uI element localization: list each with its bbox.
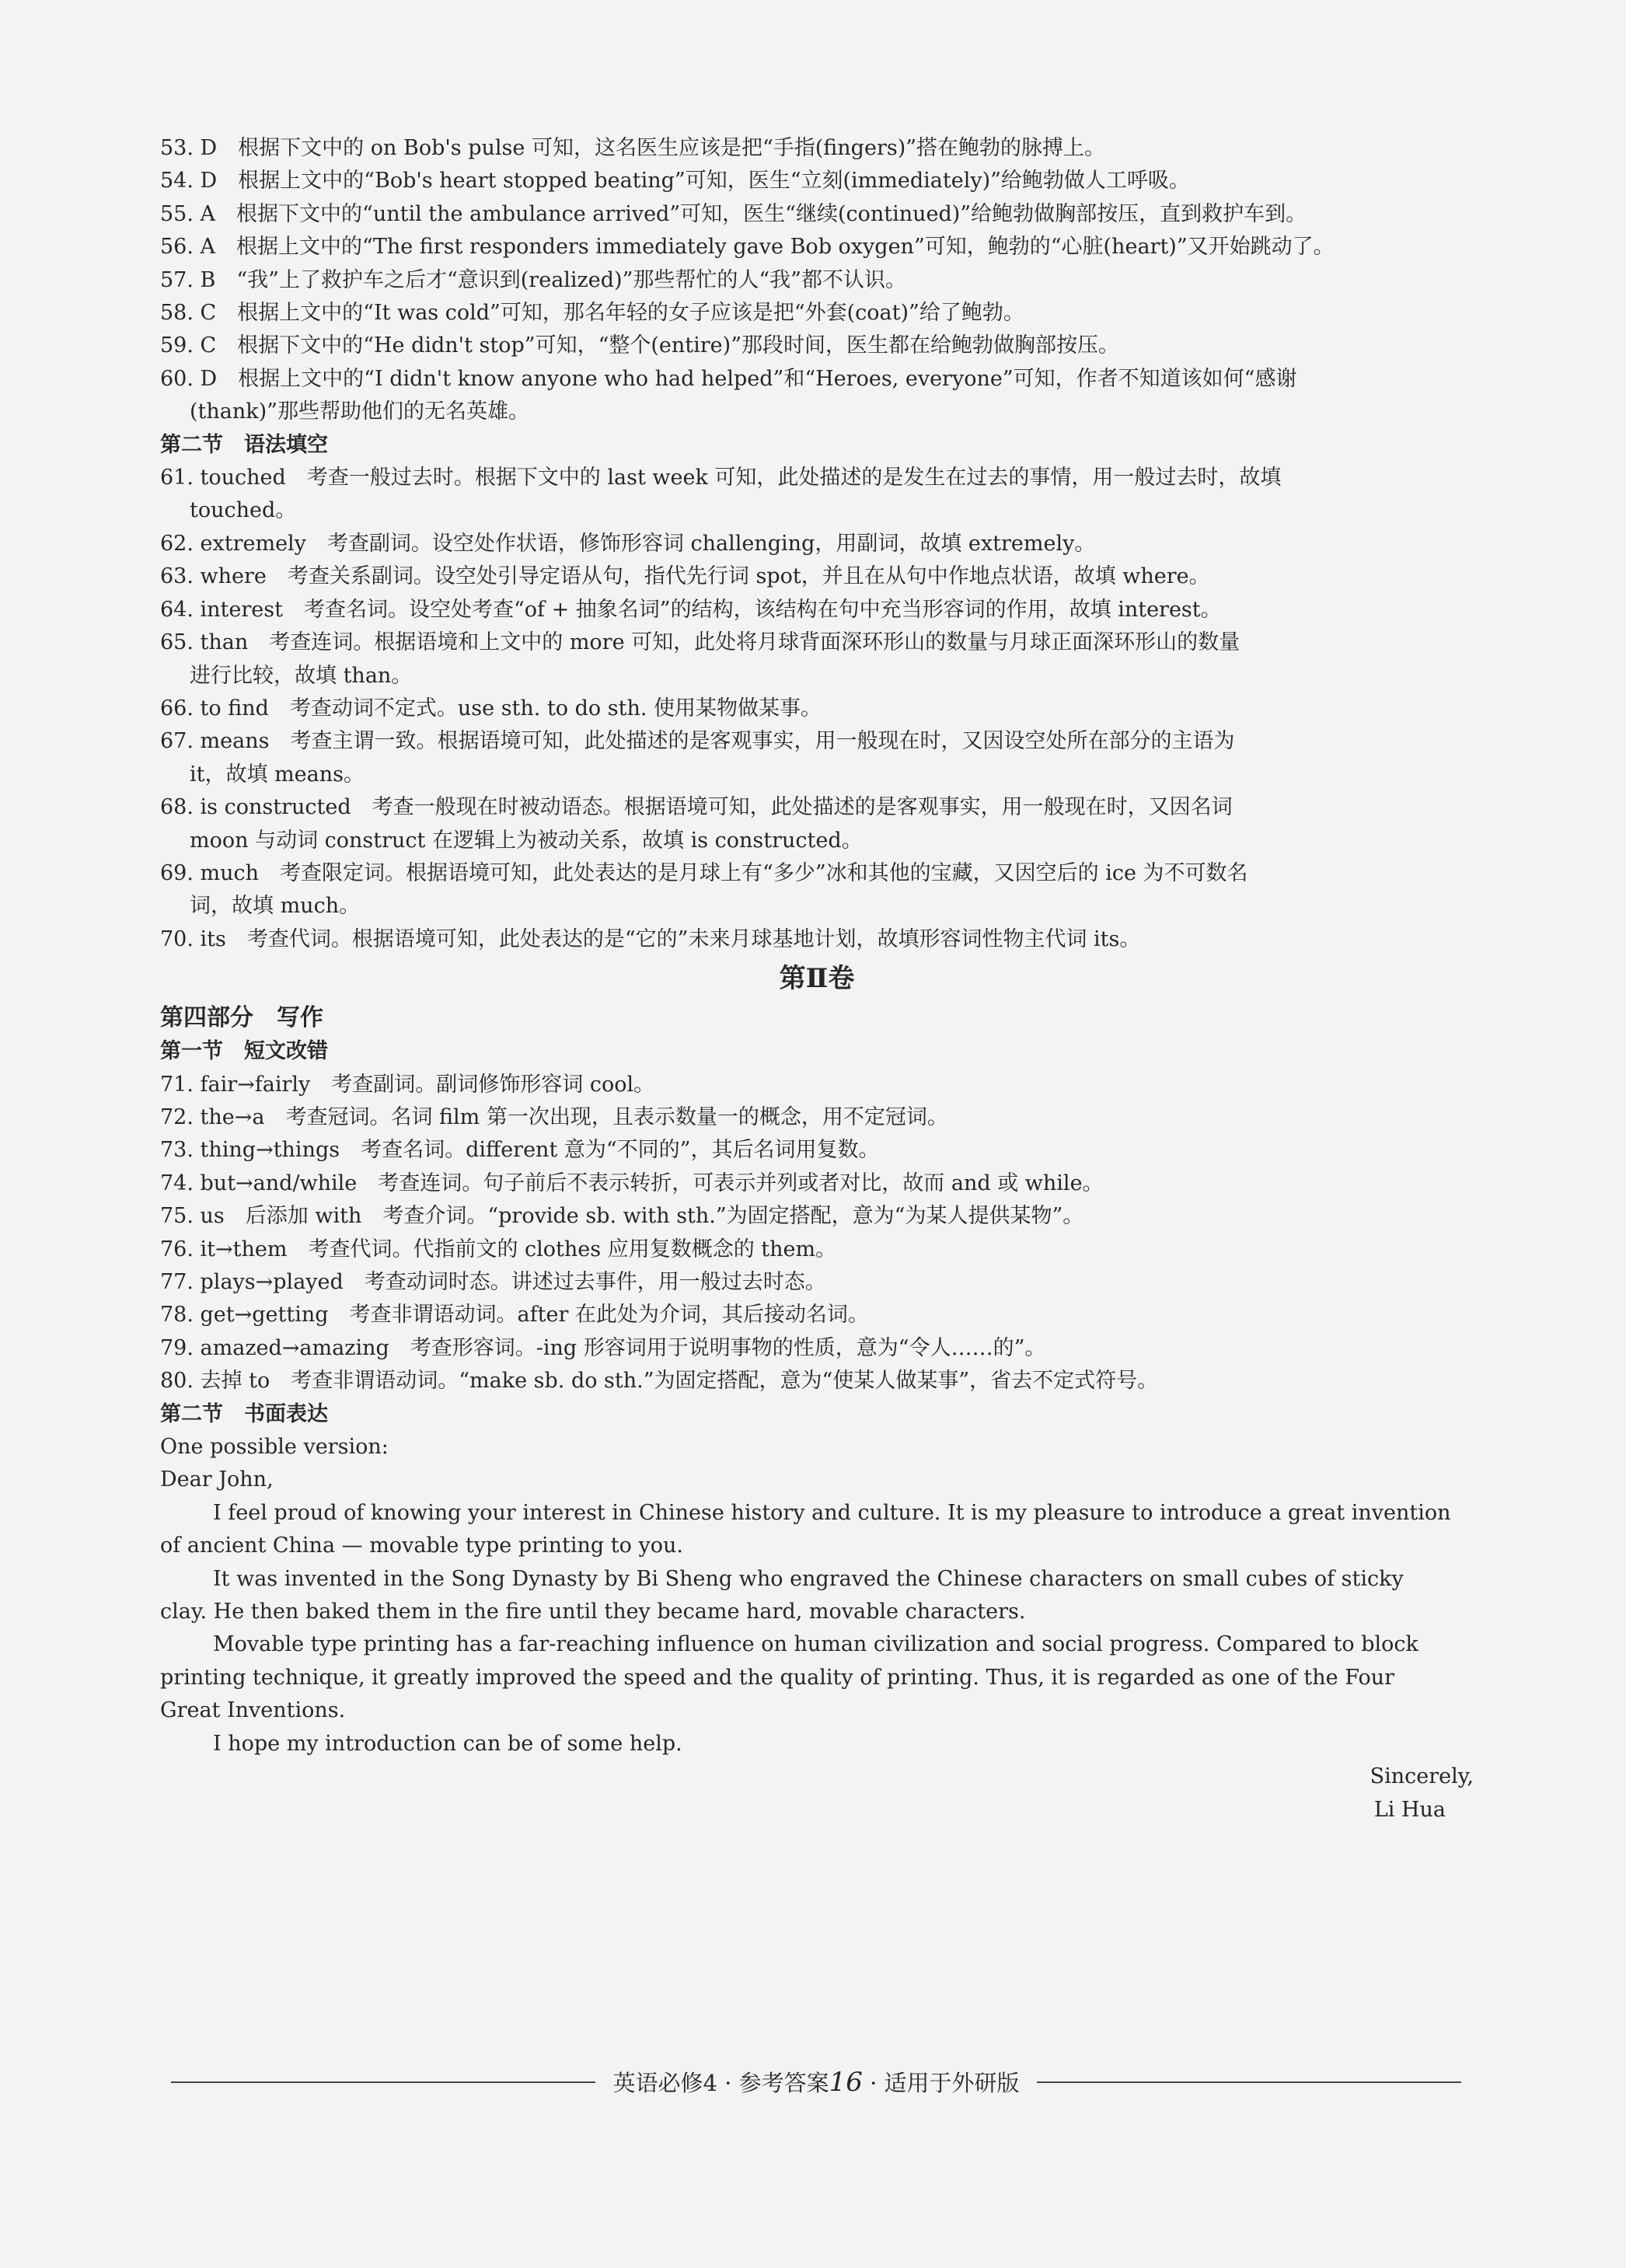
footer-label: 英语必修4 · 参考答案 xyxy=(612,2070,829,2096)
reading-answer-line: 59. C 根据下文中的“He didn't stop”可知，“整个(entire)”那段时间，医生都在给鲍勃做胸部按压。 xyxy=(160,333,1119,358)
volume-title: 第Ⅱ卷 xyxy=(779,963,855,995)
correction-answer-line: 77. plays→played 考查动词时态。讲述过去事件，用一般过去时态。 xyxy=(160,1270,826,1294)
grammar-answer-line: 62. extremely 考查副词。设空处作状语，修饰形容词 challenging，用副词，故填 extremely。 xyxy=(160,531,1096,556)
footer-edition: · 适用于外研版 xyxy=(862,2070,1020,2096)
reading-answer-line: 57. B “我”上了救护车之后才“意识到(realized)”那些帮忙的人“我”都不认识。 xyxy=(160,267,906,292)
grammar-answer-continuation: moon 与动词 construct 在逻辑上为被动关系，故填 is constructed。 xyxy=(190,828,863,853)
grammar-answer-line: 64. interest 考查名词。设空处考查“of + 抽象名词”的结构，该结构在句中充当形容词的作用，故填 interest。 xyxy=(160,597,1222,622)
letter-body xyxy=(160,1497,1474,1760)
section-correction-title: 第一节 短文改错 xyxy=(160,1039,328,1064)
reading-answer-line: 58. C 根据上文中的“It was cold”可知，那名年轻的女子应该是把“外套(coat)”给了鲍勃。 xyxy=(160,301,1024,326)
answer-60-continuation: (thank)”那些帮助他们的无名英雄。 xyxy=(190,400,529,424)
page-footer xyxy=(171,2066,1461,2098)
grammar-answer-line: 68. is constructed 考查一般现在时被动语态。根据语境可知，此处描述的是客观事实，用一般现在时，又因名词 xyxy=(160,795,1233,820)
reading-answer-line: 55. A 根据下文中的“until the ambulance arrived”可知，医生“继续(continued)”给鲍勃做胸部按压，直到救护车到。 xyxy=(160,201,1307,226)
reading-answers xyxy=(160,132,1474,396)
section-writing-title: 第二节 书面表达 xyxy=(160,1401,328,1426)
letter-signature: Li Hua xyxy=(1373,1797,1446,1822)
correction-answer-line: 76. it→them 考查代词。代指前文的 clothes 应用复数概念的 them。 xyxy=(160,1237,837,1261)
grammar-answer-line: 65. than 考查连词。根据语境和上文中的 more 可知，此处将月球背面深环形山的数量与月球正面深环形山的数量 xyxy=(160,630,1240,655)
part4-title: 第四部分 写作 xyxy=(160,1004,323,1032)
correction-answers xyxy=(160,1069,1474,1398)
grammar-answer-line: 66. to find 考查动词不定式。use sth. to do sth. 使用某物做某事。 xyxy=(160,696,822,721)
letter-salutation: Dear John, xyxy=(160,1467,274,1492)
footer-rule-left xyxy=(171,2081,595,2083)
letter-line: I feel proud of knowing your interest in Chinese history and culture. It is my pleasure to introduce a great invention xyxy=(213,1500,1451,1525)
reading-answer-line: 53. D 根据下文中的 on Bob's pulse 可知，这名医生应该是把“手指(fingers)”搭在鲍勃的脉搏上。 xyxy=(160,136,1106,160)
grammar-answers xyxy=(160,462,1474,956)
reading-answer-line: 60. D 根据上文中的“I didn't know anyone who had helped”和“Heroes, everyone”可知，作者不知道该如何“感谢 xyxy=(160,366,1297,391)
letter-line: clay. He then baked them in the fire until they became hard, movable characters. xyxy=(160,1600,1026,1624)
section-grammar-title: 第二节 语法填空 xyxy=(160,432,328,457)
grammar-answer-line: 69. much 考查限定词。根据语境可知，此处表达的是月球上有“多少”冰和其他的宝藏，又因空后的 ice 为不可数名 xyxy=(160,860,1248,885)
grammar-answer-continuation: it，故填 means。 xyxy=(190,762,365,787)
grammar-answer-continuation: 词，故填 much。 xyxy=(190,894,361,919)
grammar-answer-line: 61. touched 考查一般过去时。根据下文中的 last week 可知，此处描述的是发生在过去的事情，用一般过去时，故填 xyxy=(160,466,1282,490)
grammar-answer-continuation: touched。 xyxy=(190,498,297,523)
footer-text xyxy=(595,2066,1036,2098)
letter-intro: One possible version: xyxy=(160,1435,389,1460)
correction-answer-line: 74. but→and/while 考查连词。句子前后不表示转折，可表示并列或者对比，故而 and 或 while。 xyxy=(160,1171,1104,1195)
correction-answer-line: 78. get→getting 考查非谓语动词。after 在此处为介词，其后接动名词。 xyxy=(160,1303,869,1328)
page-number: 16 xyxy=(829,2067,863,2098)
grammar-answer-continuation: 进行比较，故填 than。 xyxy=(190,663,413,688)
correction-answer-line: 75. us 后添加 with 考查介词。“provide sb. with sth.”为固定搭配，意为“为某人提供某物”。 xyxy=(160,1204,1084,1229)
correction-answer-line: 73. thing→things 考查名词。different 意为“不同的”，其后名词用复数。 xyxy=(160,1138,880,1163)
letter-line: Movable type printing has a far-reaching influence on human civilization and social progress. Compared to block xyxy=(213,1632,1418,1657)
answer-page xyxy=(160,132,1474,1827)
correction-answer-line: 79. amazed→amazing 考查形容词。-ing 形容词用于说明事物的性质，意为“令人……的”。 xyxy=(160,1335,1046,1360)
letter-line: printing technique, it greatly improved the speed and the quality of printing. Thus, it is regarded as one of the Four xyxy=(160,1665,1395,1690)
grammar-answer-line: 70. its 考查代词。根据语境可知，此处表达的是“它的”未来月球基地计划，故填形容词性物主代词 its。 xyxy=(160,926,1141,951)
letter-closing: Sincerely, xyxy=(1370,1764,1474,1789)
footer-rule-right xyxy=(1037,2081,1461,2083)
correction-answer-line: 72. the→a 考查冠词。名词 film 第一次出现，且表示数量一的概念，用不定冠词。 xyxy=(160,1104,948,1129)
letter-line: I hope my introduction can be of some help. xyxy=(213,1731,682,1756)
correction-answer-line: 71. fair→fairly 考查副词。副词修饰形容词 cool。 xyxy=(160,1072,655,1097)
letter-line: Great Inventions. xyxy=(160,1698,346,1723)
correction-answer-line: 80. 去掉 to 考查非谓语动词。“make sb. do sth.”为固定搭配，意为“使某人做某事”，省去不定式符号。 xyxy=(160,1369,1159,1394)
reading-answer-line: 56. A 根据上文中的“The first responders immediately gave Bob oxygen”可知，鲍勃的“心脏(heart)”又开始跳动了。 xyxy=(160,235,1335,260)
grammar-answer-line: 67. means 考查主谓一致。根据语境可知，此处描述的是客观事实，用一般现在时，又因设空处所在部分的主语为 xyxy=(160,729,1235,754)
reading-answer-line: 54. D 根据上文中的“Bob's heart stopped beating”可知，医生“立刻(immediately)”给鲍勃做人工呼吸。 xyxy=(160,169,1190,194)
grammar-answer-line: 63. where 考查关系副词。设空处引导定语从句，指代先行词 spot，并且在从句中作地点状语，故填 where。 xyxy=(160,564,1210,589)
letter-line: of ancient China — movable type printing to you. xyxy=(160,1534,683,1558)
letter-line: It was invented in the Song Dynasty by Bi Sheng who engraved the Chinese characters on small cubes of sticky xyxy=(213,1566,1404,1591)
